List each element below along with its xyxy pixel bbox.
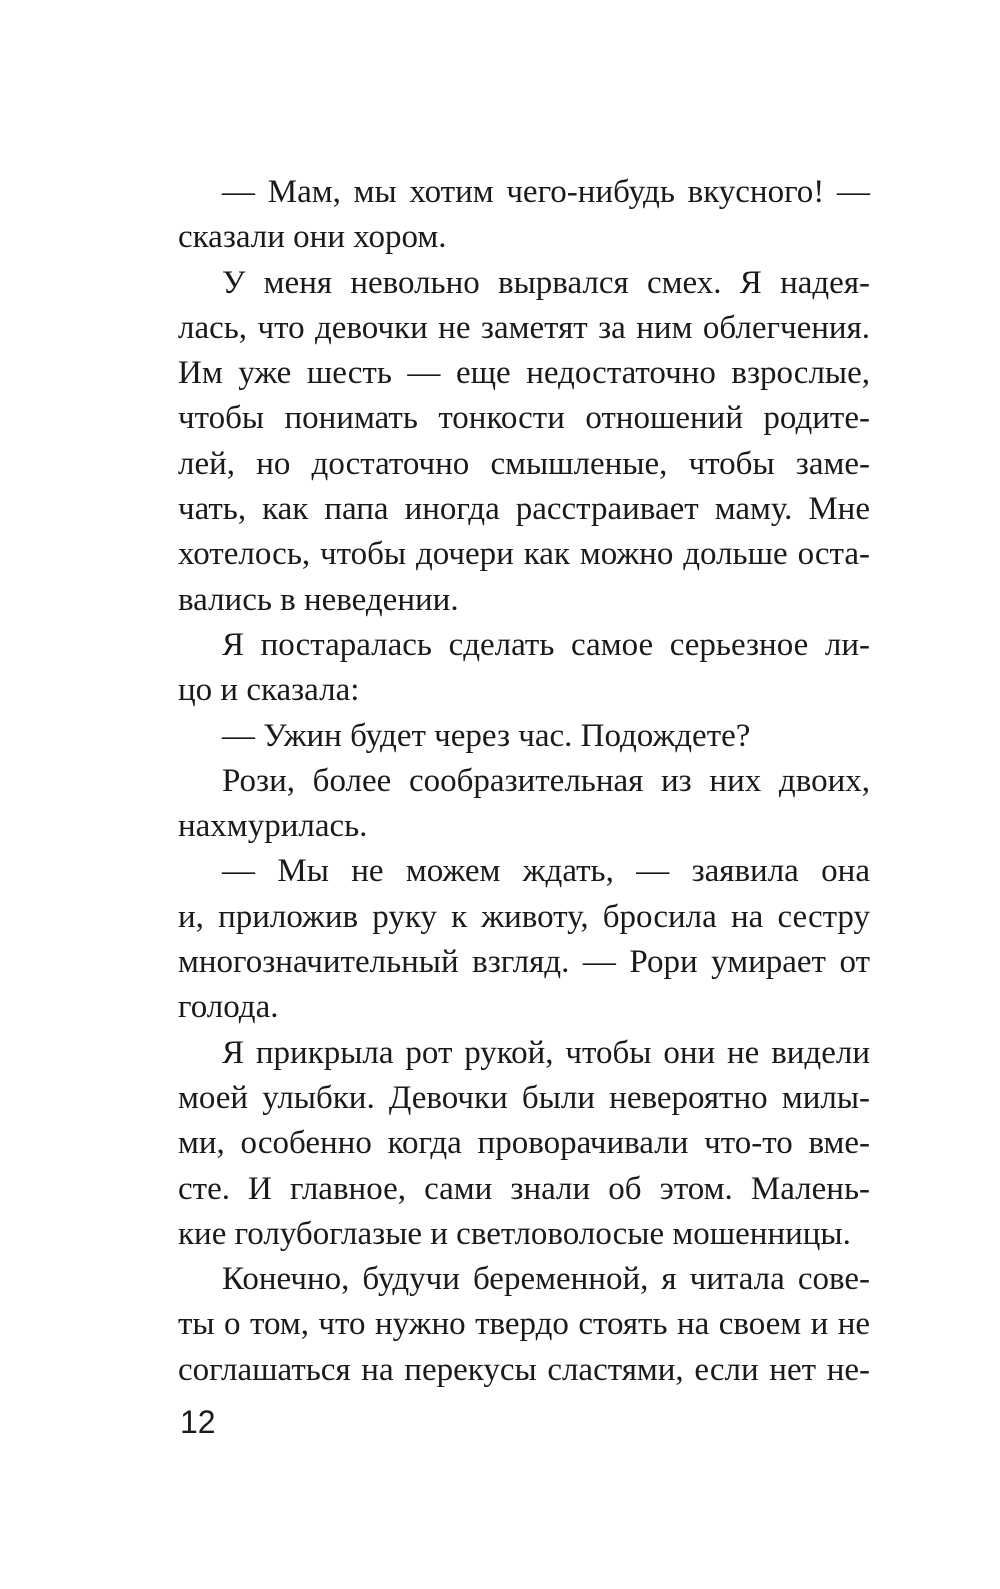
text-line: — Мам, мы хотим чего-нибудь вкусного! — [222, 174, 870, 210]
text-line: лась, что девочки не заметят за ним облегчения. [178, 309, 870, 346]
text-line: соглашаться на перекусы сластями, если нет не- [178, 1351, 870, 1388]
text-line: вались в неведении. [178, 581, 459, 618]
text-line: чтобы понимать тонкости отношений родите- [178, 400, 870, 437]
text-line: и, приложив руку к животу, бросила на сестру [178, 898, 870, 935]
text-line: Рози, более сообразительная из них двоих, [222, 762, 870, 799]
text-line: — Мы не можем ждать, — заявила она [222, 853, 870, 890]
page-number: 12 [180, 1404, 216, 1440]
text-line: моей улыбки. Девочки были невероятно милы- [178, 1079, 870, 1116]
text-line: Я прикрыла рот рукой, чтобы они не видели [222, 1034, 870, 1071]
text-line: многозначительный взгляд. — Рори умирает от [178, 944, 870, 981]
text-line: сказали они хором. [178, 219, 447, 256]
text-line: сте. И главное, сами знали об этом. Малень- [178, 1170, 870, 1207]
text-line: лей, но достаточно смышленые, чтобы заме- [178, 445, 870, 482]
text-line: голода. [178, 989, 279, 1026]
text-line: У меня невольно вырвался смех. Я надея- [222, 264, 870, 301]
text-line: хотелось, чтобы дочери как можно дольше оста- [178, 536, 870, 573]
text-line: ты о том, что нужно твердо стоять на своем и не [178, 1306, 870, 1343]
text-line: — Ужин будет через час. Подождете? [222, 717, 751, 754]
text-line: Конечно, будучи беременной, я читала сове- [222, 1261, 870, 1298]
text-line: Им уже шесть — еще недостаточно взрослые, [178, 355, 870, 392]
text-line: кие голубоглазые и светловолосые мошенницы. [178, 1215, 851, 1252]
text-line: нахмурилась. [178, 808, 368, 845]
text-line: Я постаралась сделать самое серьезное ли- [222, 626, 870, 663]
text-line: ми, особенно когда проворачивали что-то вме- [178, 1125, 870, 1162]
body-text [178, 170, 870, 1393]
text-line: цо и сказала: [178, 672, 360, 709]
text-line: чать, как папа иногда расстраивает маму. Мне [178, 491, 870, 528]
